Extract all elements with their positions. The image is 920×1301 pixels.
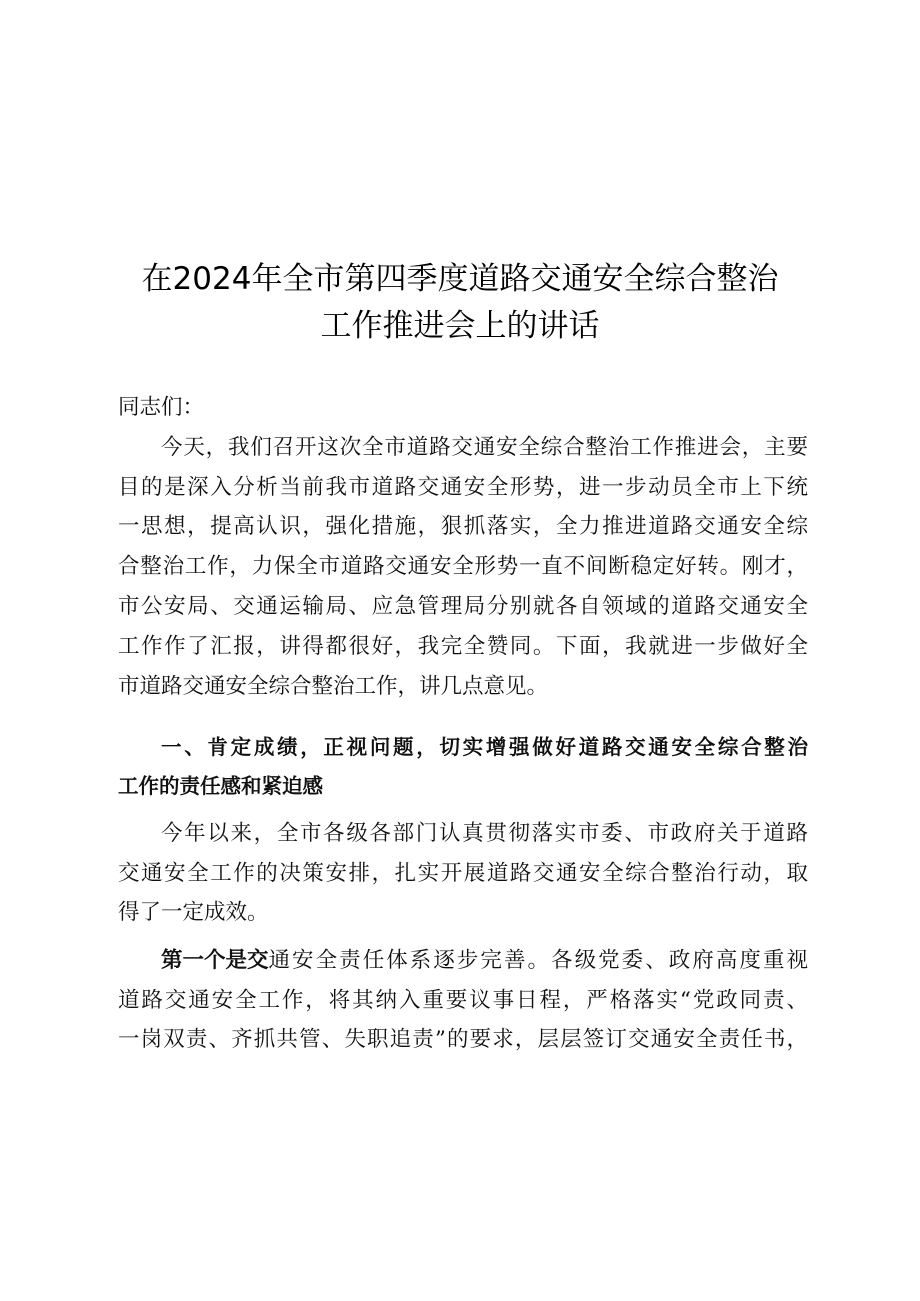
paragraph-line: 一岗双责、齐抓共管、失职追责”的要求，层层签订交通安全责任书， [118, 1027, 808, 1052]
paragraph-line: 一思想，提高认识，强化措施，狠抓落实，全力推进道路交通安全综 [118, 514, 808, 539]
paragraph-line: 工作作了汇报，讲得都很好，我完全赞同。下面，我就进一步做好全 [118, 634, 808, 659]
paragraph-lead: 第一个是交 [161, 948, 269, 973]
document-title-line-1: 在2024年全市第四季度道路交通安全综合整治 [141, 261, 779, 297]
paragraph-line: 道路交通安全工作，将其纳入重要议事日程，严格落实“党政同责、 [118, 988, 808, 1013]
paragraph-line [161, 943, 808, 979]
paragraph-line: 市公安局、交通运输局、应急管理局分别就各自领域的道路交通安全 [118, 594, 808, 619]
paragraph-line: 交通安全工作的决策安排，扎实开展道路交通安全综合整治行动，取 [118, 861, 808, 886]
paragraph-line: 合整治工作，力保全市道路交通安全形势一直不间断稳定好转。刚才， [118, 554, 808, 579]
paragraph-line: 得了一定成效。 [118, 900, 269, 925]
section-heading-line: 一、肯定成绩，正视问题，切实增强做好道路交通安全综合整治 [161, 735, 808, 759]
paragraph-line: 今天，我们召开这次全市道路交通安全综合整治工作推进会，主要 [161, 435, 808, 460]
salutation: 同志们： [118, 395, 205, 420]
paragraph-line: 目的是深入分析当前我市道路交通安全形势，进一步动员全市上下统 [118, 475, 808, 500]
paragraph-line: 今年以来，全市各级各部门认真贯彻落实市委、市政府关于道路 [161, 821, 808, 846]
document-title-line-2: 工作推进会上的讲话 [320, 308, 600, 344]
paragraph-text: 通安全责任体系逐步完善。各级党委、政府高度重视 [268, 948, 808, 973]
paragraph-line: 市道路交通安全综合整治工作，讲几点意见。 [118, 674, 549, 699]
section-heading-line: 工作的责任感和紧迫感 [118, 774, 323, 798]
